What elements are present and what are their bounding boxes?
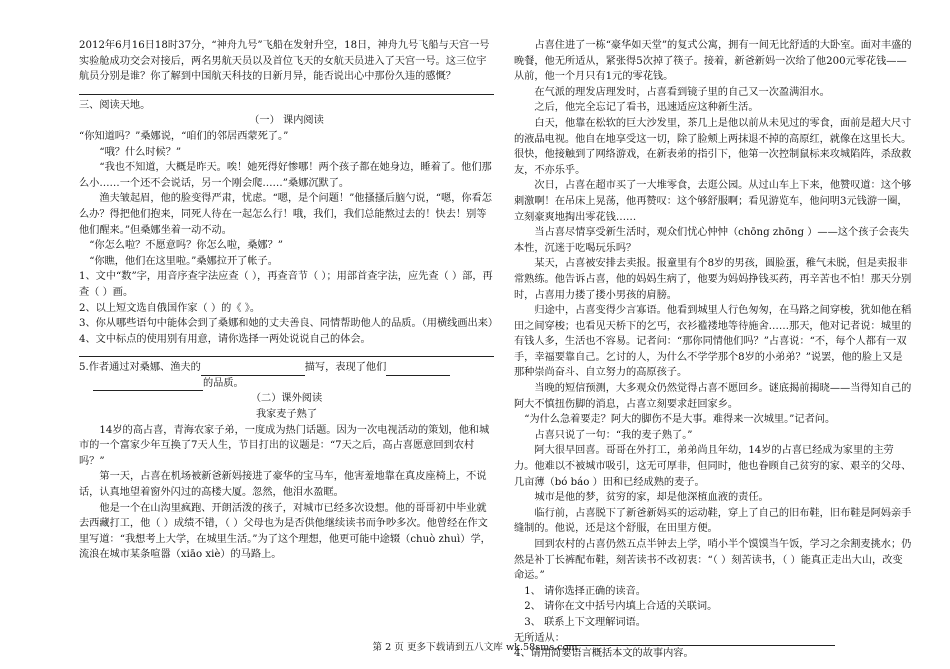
- story-paragraph: 归途中，占喜变得少言寡语。他看到城里人行色匆匆，在马路之间穿梭，犹如他在稻田之间穿梭；也看见天桥下的乞丐，衣衫褴褛地等待施舍……那天，他对记者说：城里的有钱人多，生活也不容易。记者问：“那你同情他们吗？”占喜说：“不，每个人都有一双手，幸福要靠自己。乞讨的人，为什么不学学那个8岁的小弟弟？”说罢，他的脸上又是那种崇尚奋斗、自立努力的高原孩子。: [514, 305, 912, 379]
- story-question-1: 1、 请你选择正确的读音。: [524, 585, 646, 597]
- passage-paragraph: “你瞧，他们在这里啦。”桑娜拉开了帐子。: [89, 255, 278, 267]
- story-paragraph: 城市是他的梦，贫穷的家，却是他深植血液的责任。: [534, 492, 769, 504]
- question-3: 3、你从哪些语句中能体会到了桑娜和她的丈夫善良、同情帮助他人的品质。（用横线画出来）: [79, 318, 499, 330]
- story-paragraph: 回到农村的占喜仍然五点半钟去上学，哨小半个馍馍当午饭，学习之余割麦挑水；仍然是补丁长裤配布鞋，刻苦读书不改初衷：“（ ）刻苦读书，（ ）能真正走出大山，改变命运。”: [514, 539, 912, 582]
- story-paragraph: 某天，占喜被安排去卖报。报童里有个8岁的男孩，圆脸蛋，稚气未脱，但是卖报非常熟练。他告诉占喜，他的妈妈生病了，他要为妈妈挣钱买药，再辛苦也不怕！那天分别时，占喜用力搂了搂小男孩的肩膀。: [514, 258, 912, 301]
- question-4: 4、文中标点的使用别有用意，请你选择一两处说说自己的体会。: [79, 333, 371, 345]
- story-paragraph: 当晚的短信预测，大多观众仍然觉得占喜不愿回乡。谜底揭前揭晓——当得知自己的阿大不慎扭伤脚的消息，占喜立刻要求赶回家乡。: [514, 383, 912, 410]
- fill-in-blank: [201, 363, 305, 376]
- answer-line: [79, 85, 494, 95]
- story-paragraph: 占喜只说了一句：“我的麦子熟了。”: [534, 429, 693, 441]
- story-paragraph: “为什么急着要走？阿大的脚伤不是大事。难得来一次城里。”记者问。: [524, 414, 836, 426]
- story-paragraph: 临行前，占喜脱下了新爸新妈买的运动鞋，穿上了自己的旧布鞋，旧布鞋是阿妈亲手缝制的。他说，还是这个舒服，在田里方便。: [514, 507, 912, 535]
- story-paragraph: 白天，他靠在松软的巨大沙发里，茶几上是他以前从未见过的零食，面前是超大尺寸的液晶电视。他自在地享受这一切，除了脸颊上两抹退不掉的高原红，就像在这里长大。很快，他接触到了网络游戏，在新表弟的指引下，他第一次控制鼠标来攻城陷阵，杀敌救友，不亦乐乎。: [514, 117, 912, 176]
- fill-in-blank: [93, 378, 203, 391]
- passage-paragraph: “你知道吗？”桑娜说，“咱们的邻居西蒙死了。”: [79, 130, 289, 142]
- story-paragraph: 次日，占喜在超市买了一大堆零食，去逛公园。从过山车上下来，他赞叹道：这个够刺激啊！在吊床上晃荡，他再赞叹：这个够舒服啊；看见游览车，他问明3元钱游一圈，立刻豪爽地掏出零花钱……: [514, 180, 912, 223]
- question-5-continued: [79, 376, 494, 392]
- page-footer: 第 2 页 更多下载请到五八文库 wk.58sms.com: [372, 642, 578, 653]
- story-paragraph: 第一天，占喜在机场被新爸新妈接进了豪华的宝马车，他害羞地靠在真皮座椅上，不说话，认真地望着窗外闪过的高楼大厦。忽然，他泪水盈眶。: [79, 471, 487, 499]
- question-5-part-c: 的品质。: [203, 377, 244, 389]
- right-column: [514, 38, 912, 662]
- question-5-part-b: 描写，表现了他们: [304, 362, 387, 374]
- passage-paragraph: 渔夫皱起眉，他的脸变得严肃，忧虑。“嗯，是个问题！”他搔搔后脑勺说，“嗯，你看怎么办？得把他们抱来，同死人待在一起怎么行！哦，我们，我们总能熬过去的！快去！别等他们醒来。”但桑娜坐着一动不动。: [79, 193, 492, 236]
- story-question-3: 3、 联系上下文理解词语。: [524, 616, 646, 628]
- intro-question: 2012年6月16日18时37分，“神舟九号”飞船在发射升空，18日，神舟九号飞船与天宫一号实验舱成功交会对接后，两名男航天员以及首位飞天的女航天员进入了天宫一号。这三位宇航员分别是谁？你了解到中国航天科技的日新月异，能否说出心中那份久违的感慨？: [79, 40, 490, 83]
- part-two-title: （二）课外阅读: [250, 393, 323, 405]
- part-one-title: （一） 课内阅读: [249, 115, 324, 127]
- passage-paragraph: “哦？什么时候？”: [99, 146, 182, 158]
- story-paragraph: 他是一个在山沟里疯跑、开朗活泼的孩子，对城市已经多次设想。他的哥哥初中毕业就去西藏打工，他（ ）成绩不错，（ ）父母也为是否供他继续读书而争吵多次。他曾经在作文里写道：“我想考上大学，在城里生活。”为了这个理想，他更可能中途辍（chuò zhuì）学，流浪在城市某条喧嚣（xiāo xiè）的马路上。: [79, 502, 491, 561]
- question-5: [79, 360, 494, 376]
- question-5-part-a: 5.作者通过对桑娜、渔夫的: [79, 362, 201, 374]
- story-title: 我家麦子熟了: [255, 409, 318, 421]
- fill-in-blank: [386, 363, 450, 376]
- story-paragraph: 当占喜尽情享受新生活时，观众们忧心忡忡（chōng zhōng ）——这个孩子会丧失本性，沉迷于吃喝玩乐吗？: [514, 227, 910, 254]
- passage-paragraph: “我也不知道，大概是昨天。唉！她死得好惨哪！两个孩子都在她身边，睡着了。他们那么小……一个还不会说话，另一个刚会爬……”桑娜沉默了。: [79, 162, 492, 189]
- story-paragraph: 14岁的高占喜，青海农家子弟，一度成为热门话题。因为一次电视活动的策划，他和城市的一个富家少年互换了7天人生，节目打出的议题是：“7天之后，高占喜愿意回到农村吗？”: [79, 424, 490, 467]
- passage-paragraph: “你怎么啦？不愿意吗？你怎么啦，桑娜？”: [89, 240, 283, 252]
- story-paragraph: 占喜住进了一栋“豪华如天堂”的复式公寓，拥有一间无比舒适的大卧室。面对丰盛的晚餐，他无所适从，紧张得5次掉了筷子。接着，新爸新妈一次给了他200元零花钱——从前，他一个月只有1元的零花钱。: [514, 40, 912, 83]
- section-three-heading: 三、阅读天地。: [79, 99, 151, 111]
- story-paragraph: 阿大很早回喜。哥哥在外打工，弟弟尚且年幼，14岁的占喜已经成为家里的主劳力。他难以不被城市吸引，这无可厚非，但同时，他也眷顾自己贫穷的家、艰辛的父母、几亩薄（bó báo ）田和已经成熟的麦子。: [514, 445, 912, 488]
- answer-line: [79, 347, 494, 357]
- story-paragraph: 在气派的理发店理发时，占喜看到镜子里的自己又一次盈满泪水。: [534, 86, 830, 98]
- story-paragraph: 之后，他完全忘记了看书，迅速适应这种新生活。: [534, 102, 759, 114]
- question-1: 1、文中“数”字，用音序查字法应查（ ），再查音节（ ）；用部首查字法，应先查（ ）部，再查（ ）画。: [79, 271, 493, 298]
- story-question-2: 2、 请你在文中括号内填上合适的关联词。: [524, 601, 718, 613]
- left-column: [79, 38, 499, 563]
- question-2: 2、以上短文选自俄国作家（ ）的《 》。: [79, 302, 261, 314]
- vocab-label: 无所适从：: [514, 632, 565, 644]
- story-question-4: 4、请用简要语言概括本文的故事内容。: [514, 648, 694, 660]
